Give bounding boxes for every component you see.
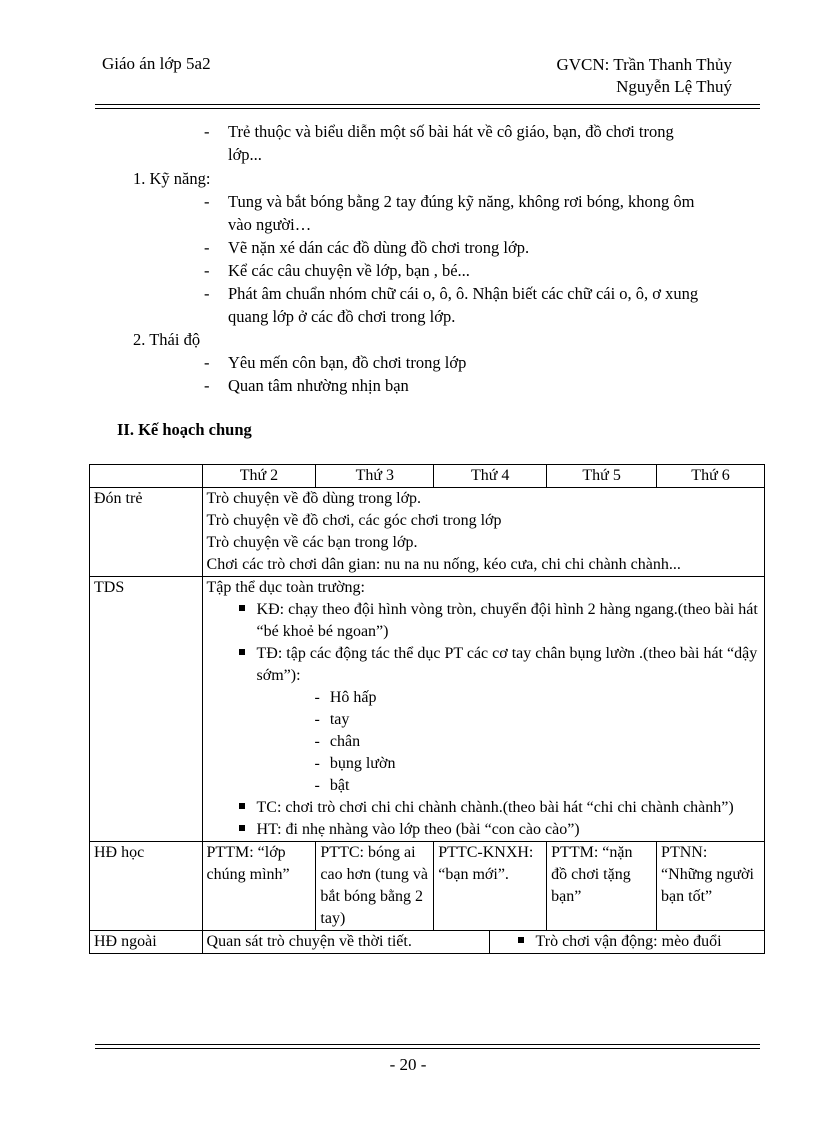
move-item: [315, 709, 760, 731]
ky-nang-item-4: [204, 282, 764, 328]
row-label: HĐ ngoài: [90, 931, 203, 954]
tds-ht: [229, 819, 760, 841]
hoc-cell: PTNN: “Những người bạn tốt”: [657, 842, 765, 931]
table-header-row: [90, 465, 765, 488]
move-label: bật: [329, 777, 350, 794]
dash-marker: -: [204, 376, 210, 395]
ky-nang-item-3: [204, 259, 764, 282]
tds-list: [207, 599, 760, 687]
tds-kd-text: KĐ: chạy theo đội hình vòng tròn, chuyển đội hình 2 hàng ngang.(theo bài hát “bé khoẻ bé ngoan”): [256, 601, 758, 640]
don-tre-line: Chơi các trò chơi dân gian: nu na nu nống, kéo cưa, chi chi chành chành...: [206, 556, 681, 573]
dash-marker: -: [204, 238, 210, 257]
tds-intro: Tập thể dục toàn trường:: [206, 579, 365, 596]
dash-marker: -: [204, 353, 210, 372]
table-row-tds: [90, 577, 765, 842]
hoc-cell: PTTM: “nặn đồ chơi tặng bạn”: [547, 842, 657, 931]
header-right: [556, 54, 732, 98]
don-tre-line: Trò chuyện về đồ chơi, các góc chơi trong lớp: [206, 512, 502, 529]
tds-tc-text: TC: chơi trò chơi chi chi chành chành.(theo bài hát “chi chi chành chành”): [256, 799, 734, 816]
item-line: vào người…: [228, 215, 312, 234]
move-label: tay: [329, 711, 350, 728]
move-label: bụng lườn: [329, 755, 396, 772]
ngoai-split: [207, 931, 764, 953]
ngoai-right-text: Trò chơi vận động: mèo đuổi: [535, 933, 722, 950]
don-tre-content: [202, 488, 764, 577]
move-label: chân: [329, 733, 361, 750]
row-label: Đón trẻ: [90, 488, 203, 577]
tds-list-2: [207, 797, 760, 841]
square-bullet-icon: [239, 825, 245, 831]
thai-do-item-2: [204, 374, 764, 397]
move-item: [315, 753, 760, 775]
thai-do-item-1: [204, 351, 764, 374]
move-item: [315, 775, 760, 797]
item-line: quang lớp ở các đồ chơi trong lớp.: [228, 307, 456, 326]
ky-nang-item-1: [204, 190, 764, 236]
square-bullet-icon: [239, 803, 245, 809]
item-line: Quan tâm nhường nhịn bạn: [228, 376, 409, 395]
tds-kd: [229, 599, 760, 643]
dash-marker: -: [314, 755, 320, 772]
square-bullet-icon: [239, 649, 245, 655]
dash-marker: -: [204, 261, 210, 280]
dash-marker: -: [204, 122, 210, 141]
tds-moves: [207, 687, 760, 797]
day-header: Thứ 6: [657, 465, 765, 488]
move-label: Hô hấp: [329, 689, 377, 706]
don-tre-line: Trò chuyện về đồ dùng trong lớp.: [206, 490, 422, 507]
row-label: HĐ học: [90, 842, 203, 931]
thai-do-title: 2. Thái độ: [133, 330, 201, 349]
row-label: TDS: [90, 577, 203, 842]
dash-marker: -: [314, 777, 320, 794]
section-heading: II. Kế hoạch chung: [117, 420, 252, 439]
square-bullet-icon: [518, 937, 524, 943]
dash-marker: -: [204, 284, 210, 303]
header-empty-cell: [90, 465, 203, 488]
intro-item: [204, 120, 764, 166]
table-row-hd-ngoai: [90, 931, 765, 954]
square-bullet-icon: [239, 605, 245, 611]
don-tre-line: Trò chuyện về các bạn trong lớp.: [206, 534, 418, 551]
item-line: Tung và bắt bóng bằng 2 tay đúng kỹ năng, không rơi bóng, khong ôm: [228, 192, 695, 211]
tds-tc: [229, 797, 760, 819]
day-header: Thứ 2: [202, 465, 316, 488]
header-double-rule: [95, 104, 760, 109]
header-left: Giáo án lớp 5a2: [102, 54, 211, 73]
page-number: - 20 -: [389, 1055, 427, 1074]
table-row-don-tre: [90, 488, 765, 577]
day-header: Thứ 5: [547, 465, 657, 488]
move-item: [315, 687, 760, 709]
day-header: Thứ 4: [434, 465, 547, 488]
item-line: Kể các câu chuyện về lớp, bạn , bé...: [228, 261, 470, 280]
teacher-line-1: GVCN: Trần Thanh Thủy: [556, 55, 732, 74]
ngoai-content: [202, 931, 764, 954]
tds-td-text: TĐ: tập các động tác thể dục PT các cơ tay chân bụng lườn .(theo bài hát “dậy sớm”):: [256, 645, 758, 684]
plan-table: [89, 464, 765, 954]
ngoai-left: Quan sát trò chuyện về thời tiết.: [207, 931, 490, 953]
ky-nang-title: 1. Kỹ năng:: [133, 169, 211, 188]
ky-nang-item-2: [204, 236, 764, 259]
item-line: Vẽ nặn xé dán các đồ dùng đồ chơi trong lớp.: [228, 238, 530, 257]
dash-marker: -: [204, 192, 210, 211]
item-line: Yêu mến côn bạn, đồ chơi trong lớp: [228, 353, 467, 372]
tds-content: [202, 577, 764, 842]
ngoai-right: [490, 931, 764, 953]
tds-td: [229, 643, 760, 687]
dash-marker: -: [314, 733, 320, 750]
tds-ht-text: HT: đi nhẹ nhàng vào lớp theo (bài “con cào cào”): [256, 821, 580, 838]
intro-line-1: Trẻ thuộc và biểu diễn một số bài hát về cô giáo, bạn, đồ chơi trong: [228, 122, 674, 141]
day-header: Thứ 3: [316, 465, 434, 488]
item-line: Phát âm chuẩn nhóm chữ cái o, ô, ô. Nhận biết các chữ cái o, ô, ơ xung: [228, 284, 699, 303]
move-item: [315, 731, 760, 753]
teacher-line-2: Nguyễn Lệ Thuý: [616, 77, 732, 96]
hoc-cell: PTTC: bóng ai cao hơn (tung và bắt bóng bằng 2 tay): [316, 842, 434, 931]
footer-double-rule: [95, 1044, 760, 1049]
hoc-cell: PTTC-KNXH: “bạn mới”.: [434, 842, 547, 931]
intro-line-2: lớp...: [228, 145, 262, 164]
hoc-cell: PTTM: “lớp chúng mình”: [202, 842, 316, 931]
dash-marker: -: [314, 689, 320, 706]
dash-marker: -: [314, 711, 320, 728]
table-row-hd-hoc: [90, 842, 765, 931]
